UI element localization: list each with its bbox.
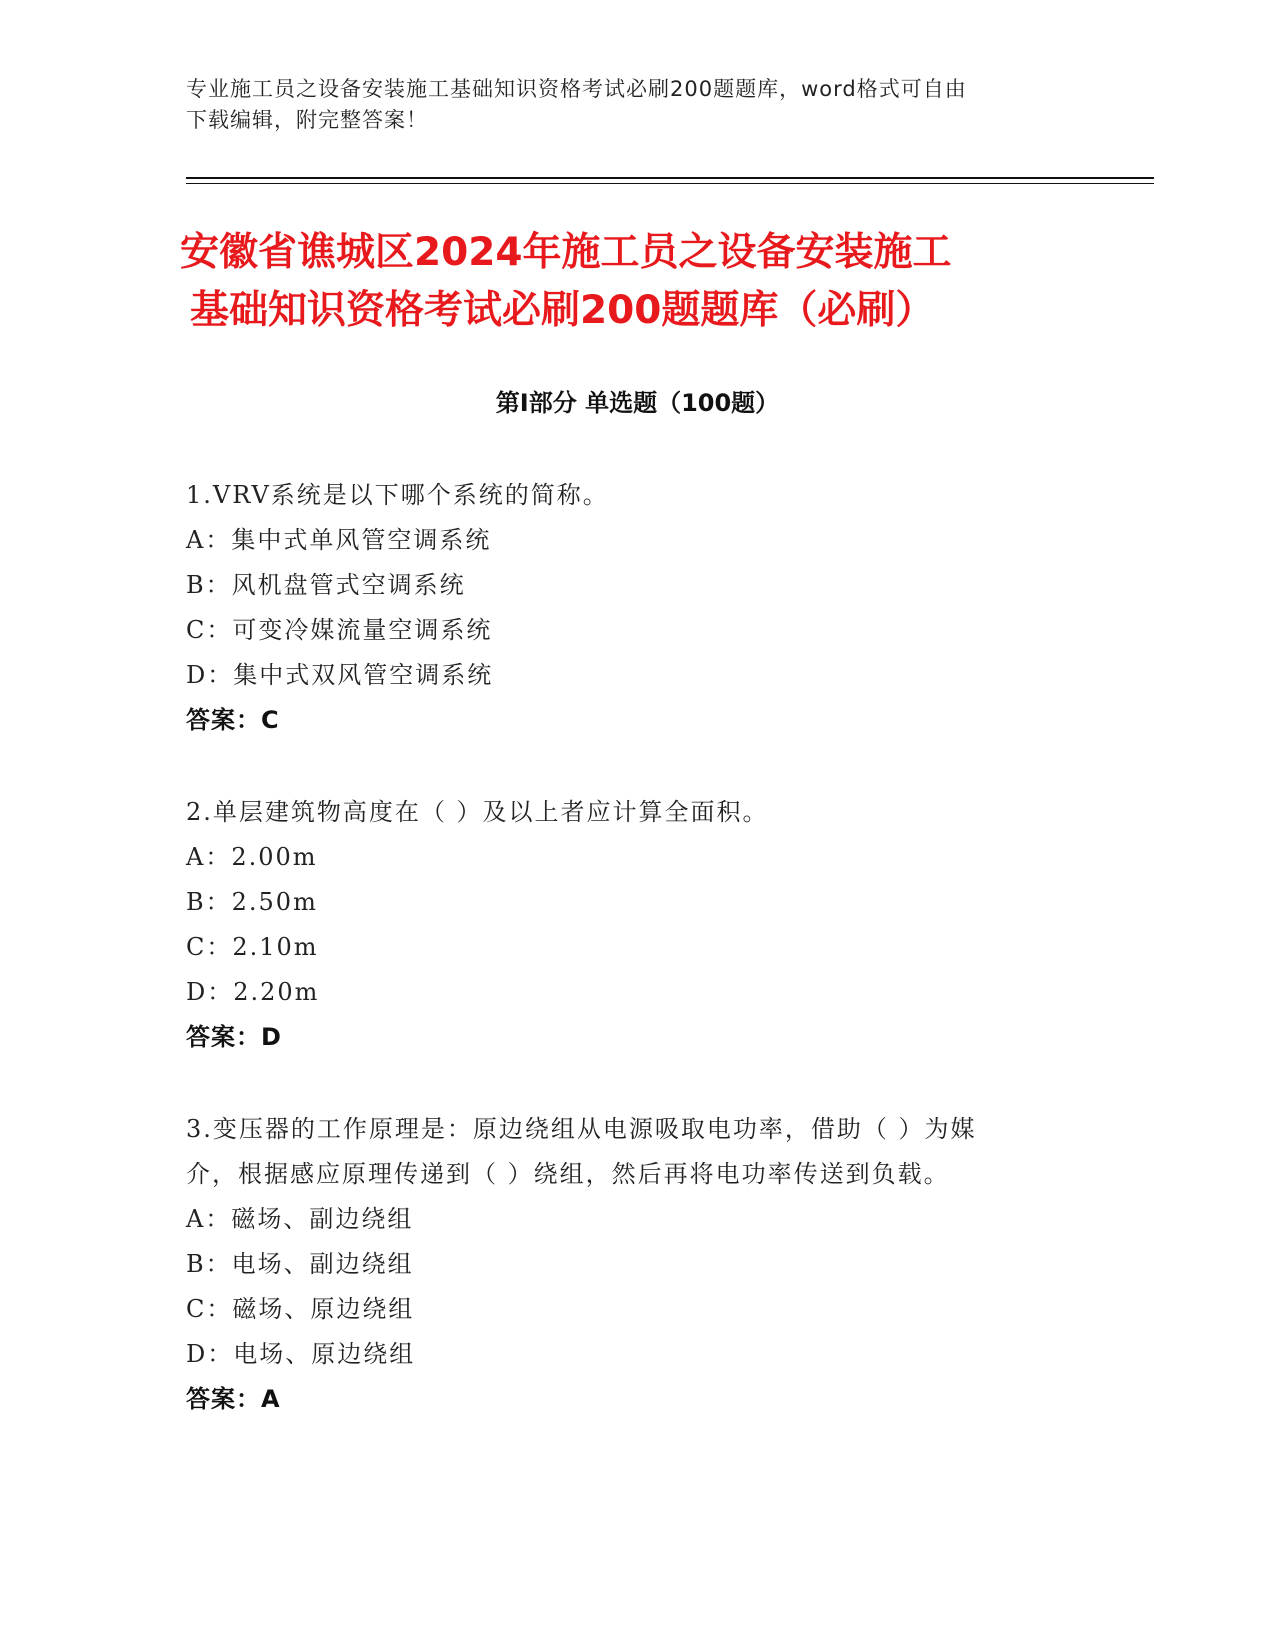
question-stem-line-2: 介，根据感应原理传递到（ ）绕组，然后再将电功率传送到负载。 — [186, 1160, 950, 1188]
answer: 答案：A — [186, 1385, 281, 1413]
question-stem: 2.单层建筑物高度在（ ）及以上者应计算全面积。 — [186, 798, 769, 826]
option-c: C：可变冷媒流量空调系统 — [186, 616, 493, 644]
document-title — [180, 224, 1100, 340]
option-b: B：风机盘管式空调系统 — [186, 571, 466, 599]
option-b: B：2.50m — [186, 888, 318, 916]
question-stem: 1.VRV系统是以下哪个系统的简称。 — [186, 481, 609, 509]
option-a: A：集中式单风管空调系统 — [186, 526, 492, 554]
document-title-line-2: 基础知识资格考试必刷200题题库（必刷） — [190, 288, 935, 333]
document-title-line-1: 安徽省谯城区2024年施工员之设备安装施工 — [180, 230, 952, 275]
option-d: D：电场、原边绕组 — [186, 1340, 416, 1368]
header-note-line-1: 专业施工员之设备安装施工基础知识资格考试必刷200题题库，word格式可自由 — [186, 77, 967, 101]
question-2 — [186, 790, 1086, 1060]
question-1 — [186, 473, 1086, 743]
option-d: D：2.20m — [186, 978, 320, 1006]
section-heading: 第I部分 单选题（100题） — [495, 389, 780, 417]
question-3 — [186, 1107, 1086, 1422]
option-c: C：磁场、原边绕组 — [186, 1295, 415, 1323]
option-a: A：磁场、副边绕组 — [186, 1205, 414, 1233]
header-divider-thin — [186, 183, 1154, 184]
answer: 答案：D — [186, 1023, 282, 1051]
option-c: C：2.10m — [186, 933, 319, 961]
header-divider-thick — [186, 177, 1154, 179]
option-d: D：集中式双风管空调系统 — [186, 661, 494, 689]
option-a: A：2.00m — [186, 843, 318, 871]
header-note — [186, 74, 1086, 136]
option-b: B：电场、副边绕组 — [186, 1250, 414, 1278]
question-stem-line-1: 3.变压器的工作原理是：原边绕组从电源吸取电功率，借助（ ）为媒 — [186, 1115, 977, 1143]
answer: 答案：C — [186, 706, 280, 734]
header-note-line-2: 下载编辑，附完整答案！ — [186, 108, 428, 132]
